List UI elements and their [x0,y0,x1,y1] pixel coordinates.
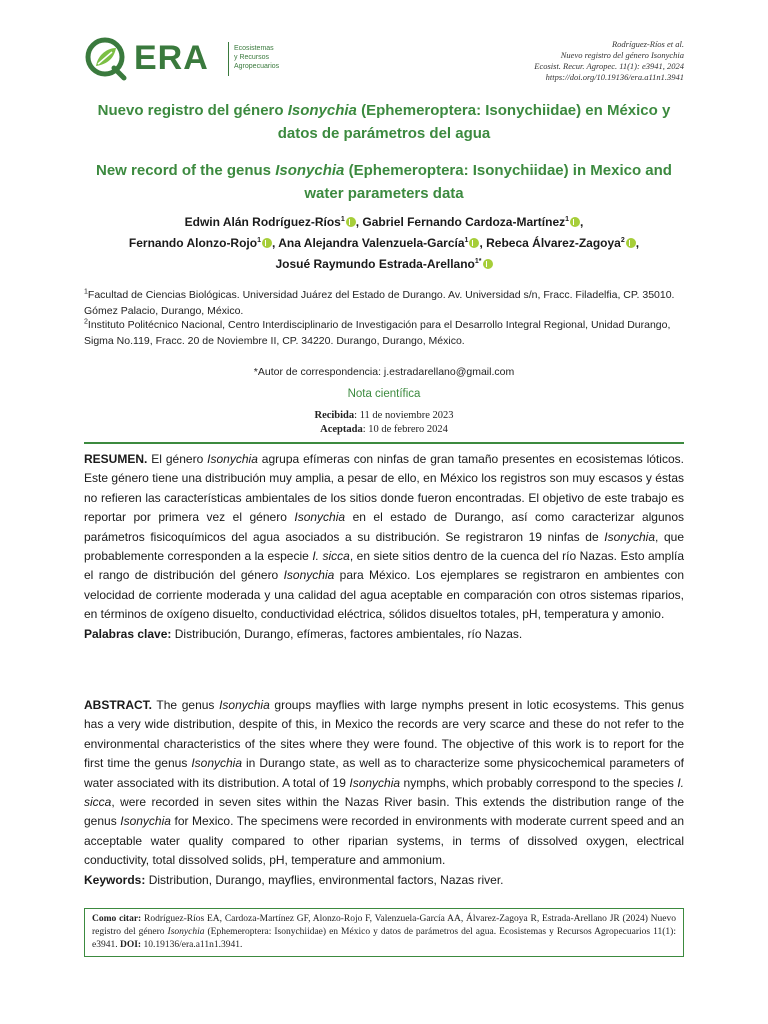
author-affiliation-mark: 2 [620,237,625,244]
accepted-label: Aceptada [320,423,363,435]
genus-name: Isonychia [219,698,270,712]
running-header [534,39,684,83]
author-name: Rebeca Álvarez-Zagoya [486,236,621,250]
abstract-text: nymphs, which probably correspond to the species [400,775,678,790]
affiliation-mark: 2 [84,318,88,326]
header-short-title: Nuevo registro del género Isonychia [560,50,684,60]
affiliation-mark: 1 [84,288,88,296]
resumen-label: RESUMEN. [84,452,148,466]
logo-subtitle-line: Ecosistemas [234,45,274,52]
resumen-text: agrupa efímeras con ninfas de gran tamaño presentes en ecosistemas lóticos. Este género tiene una distribución muy amplia, a pesar de ello, en México los registros son muy escasos y éstas no refieren las características ambientales de los sitios donde fueron encontradas. El objetivo de este trabajo es reportar por primera vez el género [84,452,684,525]
author-affiliation-mark: 1 [464,237,469,244]
author-separator: , [635,236,640,250]
keywords-en-label: Keywords: [84,872,146,887]
author-affiliation-mark: 1 [565,216,570,223]
author-name: Josué Raymundo Estrada-Arellano [275,257,475,271]
genus-name: Isonychia [283,568,335,583]
title-en-part: (Ephemeroptera: Isonychiidae) in Mexico and water parameters data [304,162,672,202]
genus-name: Isonychia [349,775,401,790]
author-separator: , [355,215,363,229]
abstract-text: for Mexico. The specimens were recorded in environments with moderate current speed and an acceptable water quality compared to other riparian systems, in terms of dissolved oxygen, electrical conductivity, total dissolved solids, pH, temperature and ammonium. [84,814,684,868]
author-affiliation-mark: 1* [474,258,482,265]
abstract-label: ABSTRACT. [84,698,152,712]
title-en-part: New record of the genus [96,162,276,179]
accepted-date [84,423,684,437]
title-es-part: (Ephemeroptera: Isonychiidae) en México y datos de parámetros del agua [277,102,671,142]
header-authors: Rodríguez-Ríos et al. [611,39,684,49]
abstract-text: , were recorded in seven sites within the Nazas River basin. This extends the distribution range of the genus [84,795,684,829]
journal-logo [84,36,280,82]
title-en-genus: Isonychia [275,162,345,179]
resumen-text: , en siete sitios dentro de la cuenca del río Nazas. Esto amplía el rango de distribución del género [84,549,685,583]
author-separator: , [479,236,487,250]
orcid-icon[interactable] [570,217,580,227]
cite-doi-label: DOI: [119,940,142,950]
genus-name: Isonychia [604,529,655,544]
received-value: : 11 de noviembre 2023 [354,410,454,421]
orcid-icon[interactable] [469,238,479,248]
resumen-section [84,450,684,644]
author-name: Ana Alejandra Valenzuela-García [278,236,465,250]
title-english [84,159,684,205]
author-affiliation-mark: 1 [340,216,345,223]
keywords-en: Distribution, Durango, mayflies, environmental factors, Nazas river. [145,872,504,887]
received-label: Recibida [314,410,355,421]
abstract-text: groups mayflies with large nymphs present in lotic ecosystems. This genus has a very wide distribution, despite of this, in Mexico the records are very scarce and these do not refer to the environmental characteristics of the sites where they were found. The objective of this work is to report for the first time the genus [84,698,684,771]
cite-text: (Ephemeroptera: Isonychiidae) en México y datos de parámetros del agua. Ecosistemas y Recursos Agropecuarios 11(1): e3941. [92,927,676,950]
orcid-icon[interactable] [483,259,493,269]
received-date [84,409,684,423]
resumen-text: en el estado de Durango, así como caracterizar algunos parámetros fisicoquímicos del agua asociados a su distribución. Se registraron 19 ninfas de [84,510,684,544]
author-separator: , [272,236,279,250]
genus-name: Isonychia [207,452,258,466]
cite-genus: Isonychia [167,927,205,937]
accepted-value: : 10 de febrero 2024 [362,423,448,435]
affiliation-text: Facultad de Ciencias Biológicas. Universidad Juárez del Estado de Durango. Av. Universidad s/n, Fracc. Filadelfia, CP. 35010. Gómez Palacio, Durango, México. [84,289,675,317]
keywords-es: Distribución, Durango, efímeras, factores ambientales, río Nazas. [171,626,523,641]
article-type: Nota científica [347,388,421,400]
genus-name: Isonychia [120,814,171,829]
affiliation-2 [84,318,684,349]
header-doi-link[interactable]: https://doi.org/10.19136/era.a11n1.3941 [545,72,684,82]
orcid-icon[interactable] [262,238,272,248]
author-list [84,212,684,275]
cite-doi[interactable]: 10.19136/era.a11n1.3941. [141,940,243,950]
logo-subtitle-line: y Recursos [234,54,270,61]
author-name: Gabriel Fernando Cardoza-Martínez [362,215,566,229]
how-to-cite-box [84,908,684,957]
species-name: I. sicca [312,549,350,564]
title-es-genus: Isonychia [287,102,357,119]
title-spanish [84,99,684,145]
genus-name: Isonychia [191,756,243,771]
author-name: Edwin Alán Rodríguez-Ríos [184,215,341,229]
abstract-text: in Durango state, as well as to characterize some physicochemical parameters of water associated with its distribution. A total of 19 [84,756,684,790]
orcid-icon[interactable] [346,217,356,227]
resumen-text: El género [147,452,208,466]
cite-text: Rodríguez-Ríos EA, Cardoza-Martínez GF, Alonzo-Rojo F, Valenzuela-García AA, Álvarez-Zagoya R, Estrada-Arellano JR (2024) Nuevo registro del género [92,914,676,937]
header-volume: Ecosist. Recur. Agropec. 11(1): e3941, 2024 [534,61,684,71]
affiliation-1 [84,288,684,319]
author-separator: , [580,215,584,229]
logo-separator [228,42,229,76]
affiliation-text: Instituto Politécnico Nacional, Centro Interdisciplinario de Investigación para el Desarrollo Integral Regional, Unidad Durango, Sigma No.119, Fracc. 20 de Noviembre II, CP. 34220. Durango, Durango, México. [84,319,671,347]
title-es-part: Nuevo registro del género [97,102,288,119]
logo-wordmark: ERA [134,39,209,77]
abstract-text: The genus [152,698,220,712]
correspondence-author: *Autor de correspondencia: j.estradarellano@gmail.com [253,366,515,378]
species-name: I. sicca [84,775,684,810]
genus-name: Isonychia [294,510,346,525]
abstract-section [84,696,684,890]
author-name: Fernando Alonzo-Rojo [128,236,258,250]
cite-label: Como citar: [92,914,142,924]
keywords-es-label: Palabras clave: [84,626,172,641]
author-affiliation-mark: 1 [257,237,261,244]
resumen-text: para México. Los ejemplares se registraron en ambientes con velocidad de corriente moderada y una calidad del agua aceptable en comparación con otros sistemas riparios, en términos de oxígeno disuelto, conductividad eléctrica, sólidos disueltos totales, pH, temperatura y amonio. [84,568,684,622]
resumen-text: , que probablemente corresponden a la especie [84,529,684,564]
logo-subtitle-line: Agropecuarios [234,63,280,70]
era-logo-icon [84,36,130,82]
article-dates [84,409,684,436]
orcid-icon[interactable] [626,238,636,248]
section-divider [84,442,684,444]
logo-subtitle [234,44,294,71]
